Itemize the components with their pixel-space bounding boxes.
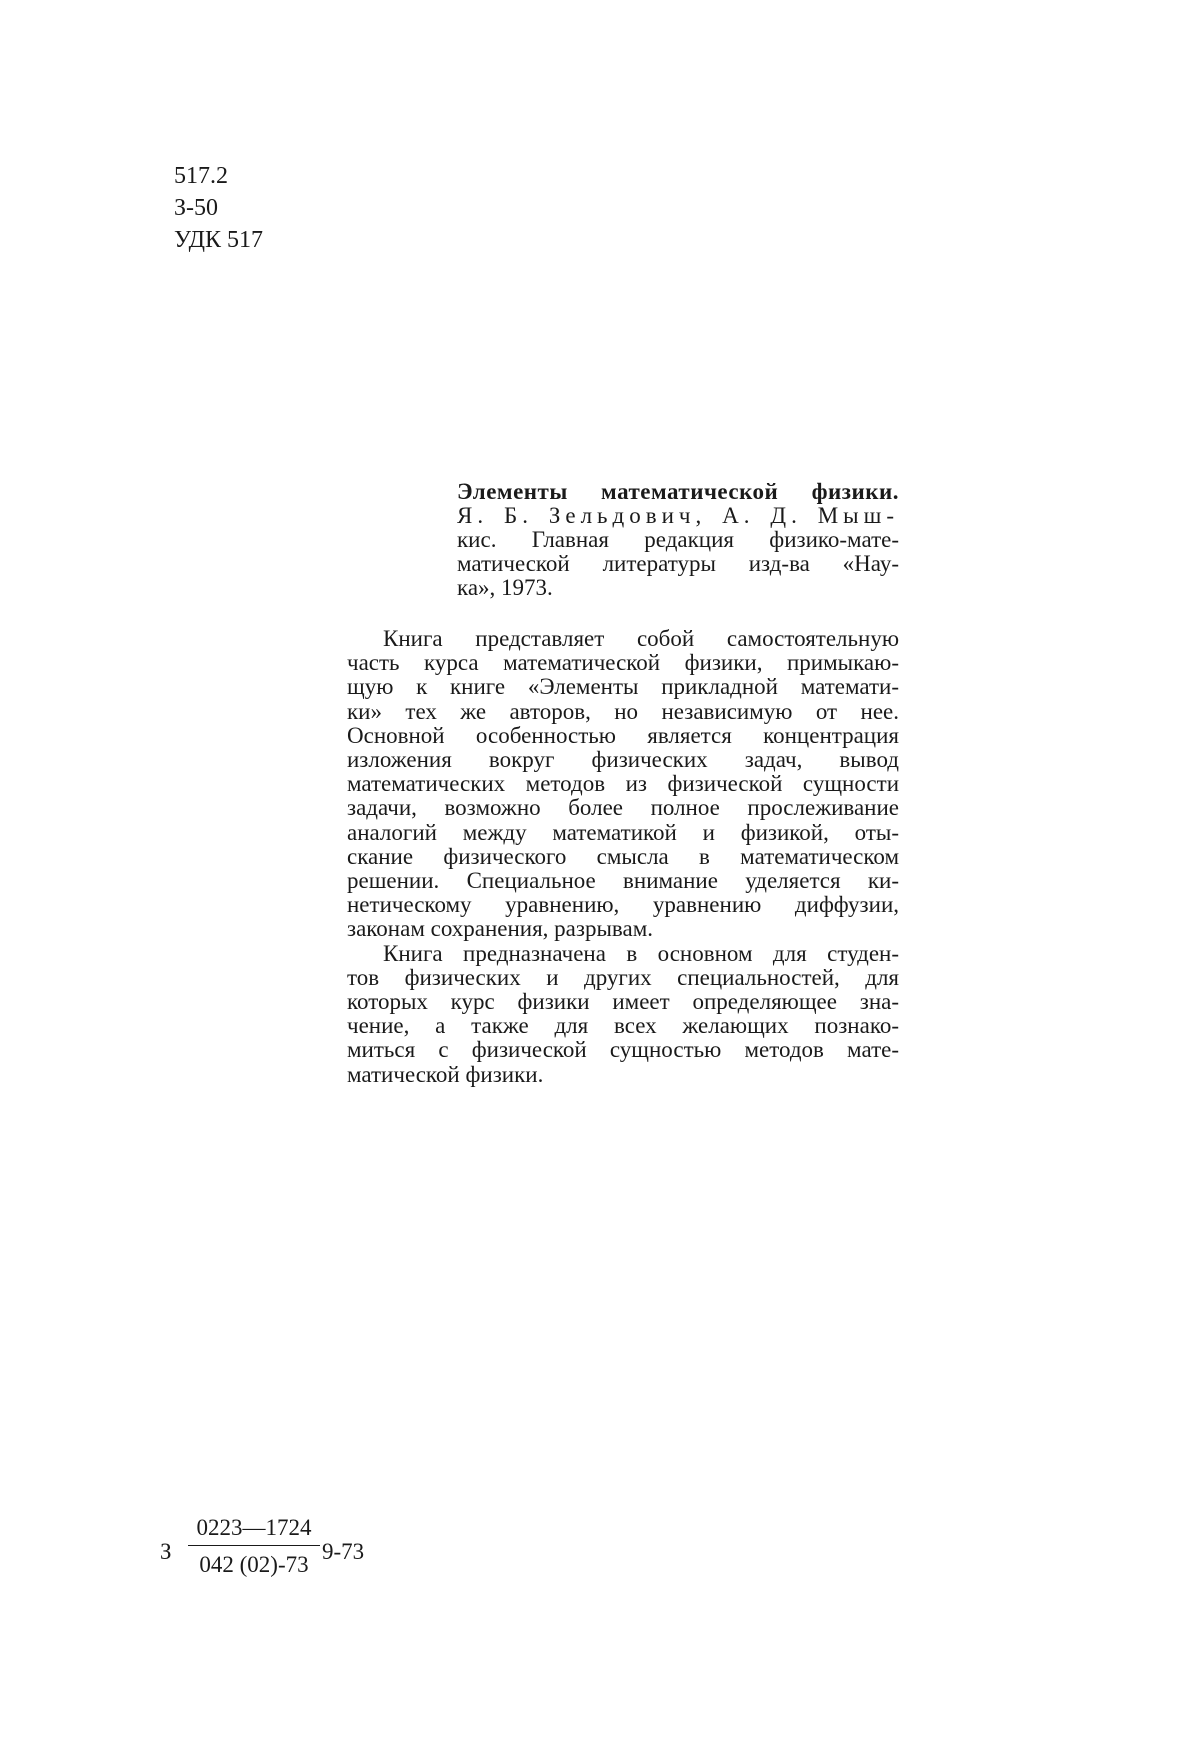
annotation-line: ки» тех же авторов, но независимую от нее. — [347, 698, 899, 724]
annotation-line: которых курс физики имеет определяющее зна- — [347, 989, 899, 1015]
catalog-suffix: 9-73 — [322, 1539, 365, 1564]
book-title: Элементы математической физики. — [457, 479, 899, 504]
annotation-line: решении. Специальное внимание уделяется ки- — [347, 868, 899, 894]
annotation-line: нетическому уравнению, уравнению диффузии, — [347, 892, 899, 918]
annotation-line: законам сохранения, разрывам. — [347, 916, 653, 942]
bibliographic-description — [457, 480, 899, 600]
annotation-line: матической физики. — [347, 1061, 544, 1087]
authors-line: Я. Б. Зельдович, А. Д. Мыш- — [457, 503, 899, 528]
catalog-code — [160, 1513, 380, 1593]
annotation-line: скание физического смысла в математическом — [347, 843, 899, 869]
annotation-text — [347, 627, 899, 1087]
catalog-numerator: 0223—1724 — [196, 1515, 312, 1540]
annotation-line: миться с физической сущностью методов мате- — [347, 1037, 899, 1063]
annotation-line: тов физических и других специальностей, для — [347, 964, 899, 990]
classification-block — [174, 160, 263, 256]
fraction-bar — [188, 1545, 320, 1546]
catalog-fraction — [188, 1513, 320, 1580]
annotation-line: Книга предназначена в основном для студен- — [383, 940, 899, 966]
catalog-denominator: 042 (02)-73 — [199, 1552, 309, 1577]
annotation-line: часть курса математической физики, примыкаю- — [347, 650, 899, 676]
annotation-line: математических методов из физической сущности — [347, 771, 899, 797]
annotation-line: изложения вокруг физических задач, вывод — [347, 747, 899, 773]
catalog-letter: З — [160, 1539, 172, 1564]
annotation-line: задачи, возможно более полное прослеживание — [347, 795, 899, 821]
publisher-line-2: матической литературы изд-ва «Нау- — [457, 551, 899, 576]
annotation-line: Основной особенностью является концентрация — [347, 722, 899, 748]
udc-code: УДК 517 — [174, 227, 263, 253]
annotation-line: аналогий между математикой и физикой, оты- — [347, 819, 899, 845]
publisher-line-3: ка», 1973. — [457, 575, 553, 600]
publisher-line-1: кис. Главная редакция физико-мате- — [457, 527, 899, 552]
annotation-line: чение, а также для всех желающих познако- — [347, 1013, 899, 1039]
bbk-index: 517.2 — [174, 163, 228, 189]
annotation-line: щую к книге «Элементы прикладной математи- — [347, 674, 899, 700]
author-mark: З-50 — [174, 195, 219, 221]
annotation-line: Книга представляет собой самостоятельную — [383, 626, 899, 651]
